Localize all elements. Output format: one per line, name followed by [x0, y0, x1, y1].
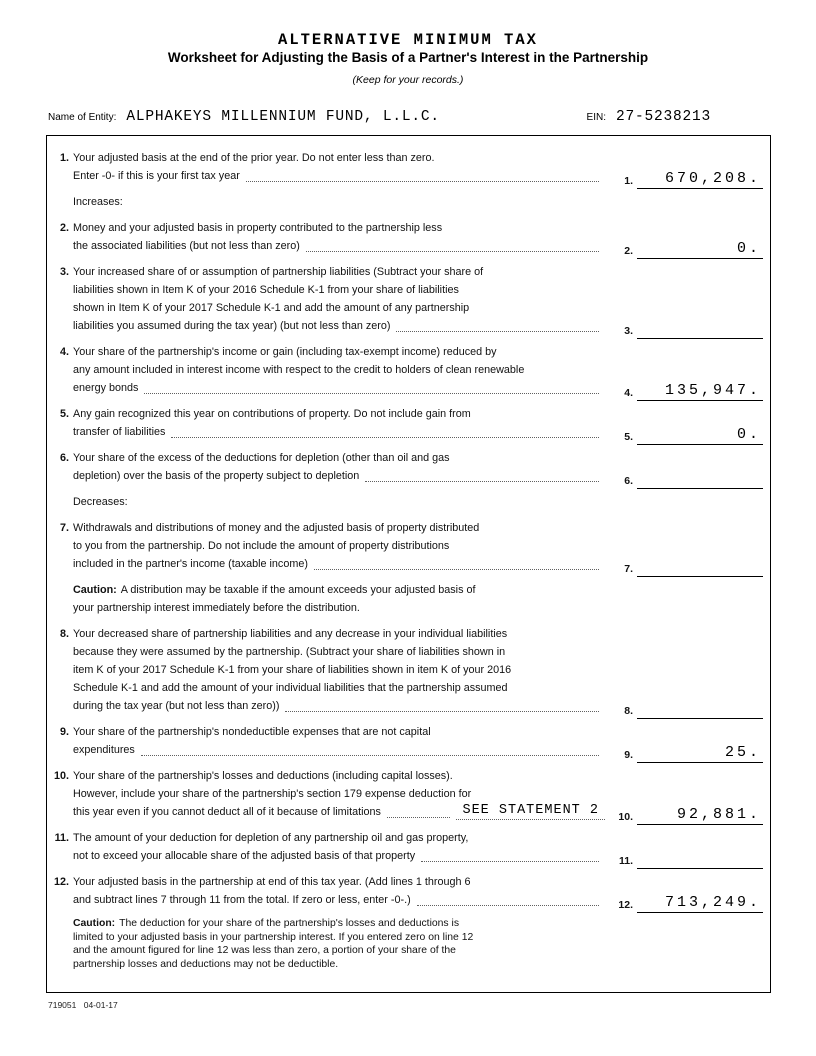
item-text-line: Money and your adjusted basis in property contributed to the partnership less — [73, 222, 443, 234]
item-text — [73, 219, 605, 255]
worksheet-item-6 — [53, 449, 763, 485]
item-number: 4. — [59, 346, 69, 358]
item-text-line: any amount included in interest income with respect to the credit to holders of clean renewable — [73, 364, 525, 376]
worksheet-item-2 — [53, 219, 763, 255]
item-text-line: during the tax year (but not less than zero)) — [73, 697, 605, 715]
caution-line: and the amount figured for line 12 was less than zero, a portion of your share of the — [73, 945, 456, 956]
amount-value: 135,947. — [637, 382, 763, 401]
item-text-line: Your share of the partnership's nondeductible expenses that are not capital — [73, 726, 431, 738]
dotted-leader — [314, 555, 599, 570]
amount-value: 670,208. — [637, 170, 763, 189]
item-text-line: this year even if you cannot deduct all of it because of limitations SEE STATEMENT 2 — [73, 803, 605, 821]
item-text-line: Your share of the partnership's losses and deductions (including capital losses). — [73, 770, 453, 782]
amount-label: 2. — [624, 245, 633, 257]
item-text-line: to you from the partnership. Do not include the amount of property distributions — [73, 540, 450, 552]
amount-label: 8. — [624, 705, 633, 717]
item-text-line: Any gain recognized this year on contributions of property. Do not include gain from — [73, 408, 471, 420]
worksheet-item-1 — [53, 149, 763, 185]
item-text-line: Your decreased share of partnership liabilities and any decrease in your individual liabilities — [73, 628, 508, 640]
item-text-line: not to exceed your allocable share of the adjusted basis of that property — [73, 847, 605, 865]
dotted-leader — [387, 803, 451, 818]
worksheet-item-12 — [53, 873, 763, 909]
item-text-line: However, include your share of the partnership's section 179 expense deduction for — [73, 788, 472, 800]
item-text — [73, 263, 605, 335]
section-label: Increases: — [73, 196, 123, 208]
amount-area — [609, 851, 763, 869]
worksheet-item-7 — [53, 519, 763, 573]
caution-label: Caution: — [73, 584, 117, 596]
item-text-line: liabilities you assumed during the tax year) (but not less than zero) — [73, 317, 605, 335]
item-text-line: item K of your 2017 Schedule K-1 from your share of liabilities shown in item K of your 2016 — [73, 664, 512, 676]
item-text-line: energy bonds — [73, 379, 605, 397]
worksheet-item-8 — [53, 625, 763, 715]
entity-name-value: ALPHAKEYS MILLENNIUM FUND, L.L.C. — [126, 109, 440, 125]
ein-label: EIN: — [586, 112, 606, 123]
caution-line: partnership losses and deductions may not be deductible. — [73, 958, 339, 970]
dotted-leader — [365, 467, 599, 482]
item-text — [73, 343, 605, 397]
item-text — [73, 149, 605, 185]
caution-line: Caution: A distribution may be taxable if the amount exceeds your adjusted basis of — [73, 584, 476, 596]
caution-line: your partnership interest immediately before the distribution. — [73, 602, 360, 614]
item-text-line: the associated liabilities (but not less than zero) — [73, 237, 605, 255]
amount-value — [637, 851, 763, 869]
amount-label: 9. — [624, 749, 633, 761]
dotted-leader — [144, 379, 599, 394]
caution-line: Caution: The deduction for your share of the partnership's losses and deductions is — [73, 918, 460, 929]
item-text-line: expenditures — [73, 741, 605, 759]
worksheet-item-3 — [53, 263, 763, 335]
item-text-line: The amount of your deduction for depletion of any partnership oil and gas property, — [73, 832, 469, 844]
amount-area — [609, 426, 763, 445]
item-number: 9. — [59, 726, 69, 738]
dotted-leader — [246, 167, 599, 182]
dotted-leader — [285, 697, 599, 712]
form-title: ALTERNATIVE MINIMUM TAX — [278, 31, 538, 49]
section-increases — [53, 193, 763, 211]
amount-area — [609, 170, 763, 189]
worksheet-item-9 — [53, 723, 763, 759]
footer-form-code: 719051 04-01-17 — [48, 1000, 118, 1010]
amount-label: 12. — [618, 899, 633, 911]
item-text-line: Your adjusted basis at the end of the prior year. Do not enter less than zero. — [73, 152, 435, 164]
item-text-line: liabilities shown in Item K of your 2016 Schedule K-1 from your share of liabilities — [73, 284, 459, 296]
item-text-line: Your adjusted basis in the partnership at end of this tax year. (Add lines 1 through 6 — [73, 876, 471, 888]
amount-label: 3. — [624, 325, 633, 337]
amount-label: 1. — [624, 175, 633, 187]
amount-label: 4. — [624, 387, 633, 399]
item-number: 10. — [53, 770, 69, 782]
item-text-line: Schedule K-1 and add the amount of your individual liabilities that the partnership assumed — [73, 682, 508, 694]
worksheet-item-4 — [53, 343, 763, 397]
form-subtitle: Worksheet for Adjusting the Basis of a Partner's Interest in the Partnership — [167, 50, 649, 65]
amount-value: 0. — [637, 426, 763, 445]
amount-value — [637, 471, 763, 489]
item-text-line: Your share of the excess of the deductions for depletion (other than oil and gas — [73, 452, 450, 464]
amount-label: 10. — [618, 811, 633, 823]
item-text — [73, 873, 605, 909]
worksheet-item-11 — [53, 829, 763, 865]
item-text — [73, 519, 605, 573]
section-label: Decreases: — [73, 496, 128, 508]
section-decreases — [53, 493, 763, 511]
worksheet-item-5 — [53, 405, 763, 441]
caution-line: limited to your adjusted basis in your partnership interest. If you entered zero on line 12 — [73, 931, 474, 943]
dotted-leader — [396, 317, 599, 332]
amount-area — [609, 382, 763, 401]
amount-label: 11. — [618, 855, 633, 867]
item-text-line: transfer of liabilities — [73, 423, 605, 441]
records-note: (Keep for your records.) — [352, 74, 464, 86]
item-text — [73, 449, 605, 485]
item-number: 1. — [59, 152, 69, 164]
item-number: 8. — [59, 628, 69, 640]
item-text — [73, 405, 605, 441]
dotted-leader — [417, 891, 599, 906]
dotted-leader — [141, 741, 599, 756]
amount-value: 25. — [637, 744, 763, 763]
amount-area — [609, 559, 763, 577]
caution-distribution — [53, 581, 763, 617]
item-text — [73, 723, 605, 759]
statement-reference: SEE STATEMENT 2 — [456, 802, 605, 820]
amount-area — [609, 471, 763, 489]
caution-deduction — [53, 917, 763, 971]
item-text — [73, 767, 605, 821]
item-number: 5. — [59, 408, 69, 420]
amount-label: 7. — [624, 563, 633, 575]
item-text-line: included in the partner's income (taxable income) — [73, 555, 605, 573]
item-text-line: Withdrawals and distributions of money and the adjusted basis of property distributed — [73, 522, 480, 534]
caution-label: Caution: — [73, 918, 116, 929]
item-text-line: depletion) over the basis of the property subject to depletion — [73, 467, 605, 485]
amount-area — [609, 894, 763, 913]
item-text-line: Enter -0- if this is your first tax year — [73, 167, 605, 185]
item-text-line: because they were assumed by the partnership. (Subtract your share of liabilities shown in — [73, 646, 506, 658]
worksheet-item-10 — [53, 767, 763, 821]
amount-value — [637, 701, 763, 719]
item-text-line: and subtract lines 7 through 11 from the total. If zero or less, enter -0-.) — [73, 891, 605, 909]
item-number: 7. — [59, 522, 69, 534]
item-number: 12. — [53, 876, 69, 888]
entity-row — [48, 109, 771, 125]
amount-area — [609, 701, 763, 719]
item-number: 2. — [59, 222, 69, 234]
amount-value — [637, 559, 763, 577]
amount-value — [637, 321, 763, 339]
amount-label: 5. — [624, 431, 633, 443]
amount-area — [609, 806, 763, 825]
dotted-leader — [306, 237, 599, 252]
item-text — [73, 625, 605, 715]
item-number: 3. — [59, 266, 69, 278]
amount-area — [609, 744, 763, 763]
dotted-leader — [421, 847, 599, 862]
item-number: 6. — [59, 452, 69, 464]
amount-value: 0. — [637, 240, 763, 259]
dotted-leader — [171, 423, 599, 438]
item-text-line: Your share of the partnership's income or gain (including tax-exempt income) reduced by — [73, 346, 497, 358]
item-number: 11. — [54, 832, 69, 844]
ein-group — [587, 109, 711, 125]
item-text-line: shown in Item K of your 2017 Schedule K-1 and add the amount of any partnership — [73, 302, 470, 314]
item-text — [73, 829, 605, 865]
amount-value: 713,249. — [637, 894, 763, 913]
amount-area — [609, 240, 763, 259]
amount-area — [609, 321, 763, 339]
item-text-line: Your increased share of or assumption of partnership liabilities (Subtract your share of — [73, 266, 484, 278]
amount-label: 6. — [624, 475, 633, 487]
ein-value: 27-5238213 — [615, 109, 711, 125]
amount-value: 92,881. — [637, 806, 763, 825]
entity-name-label: Name of Entity: — [48, 112, 117, 123]
worksheet-box — [46, 135, 771, 993]
